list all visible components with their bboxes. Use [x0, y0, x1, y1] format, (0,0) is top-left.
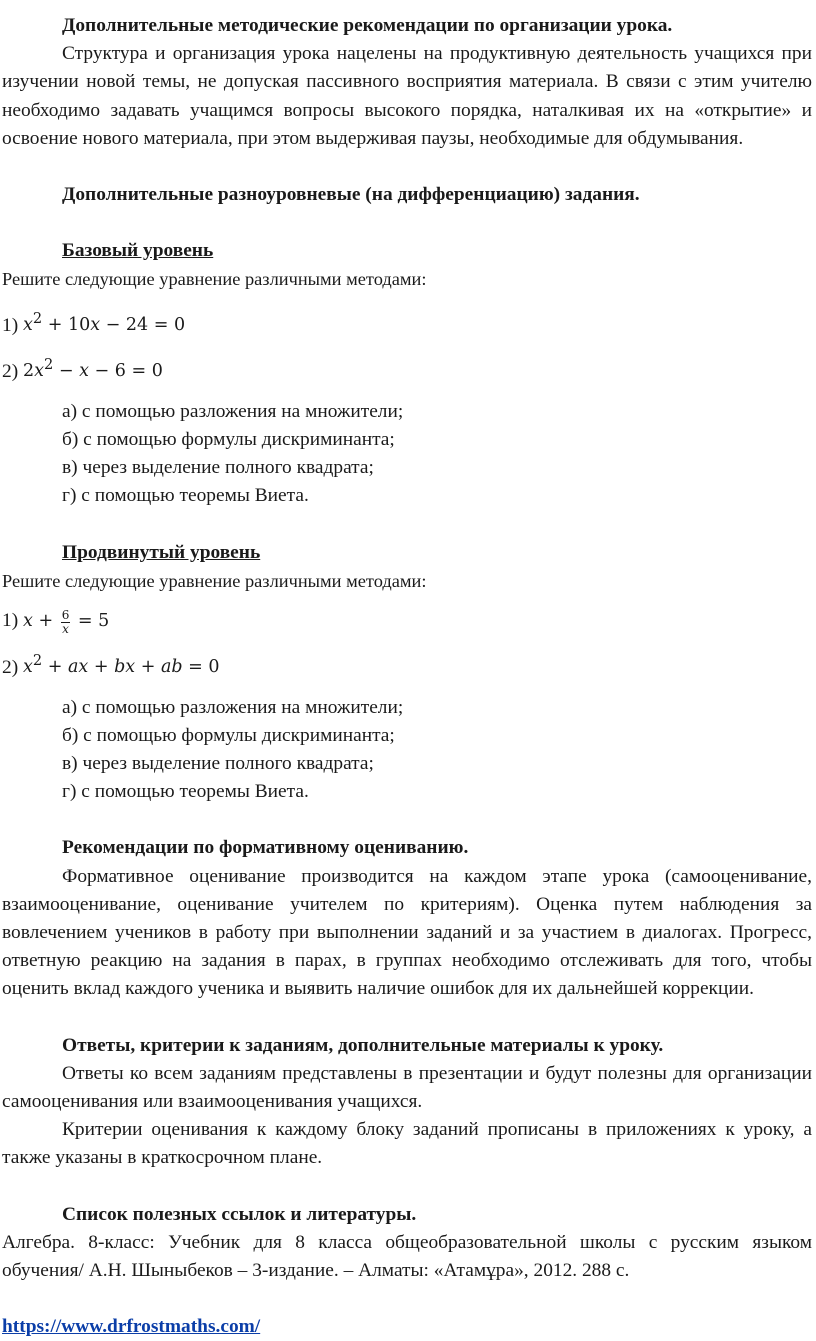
advanced-equation-2: 2) $x^2$ + ax + bx + ab = 0: [2, 652, 220, 678]
advanced-option-a: а) с помощью разложения на множители;: [62, 696, 404, 718]
advanced-equation-1: 1) x + $\frac{6}{x}$ = 5: [2, 607, 110, 636]
basic-equation-1: 1) $x^2 + 10x - 24 = 0$: [2, 310, 186, 336]
basic-option-b: б) с помощью формулы дискриминанта;: [62, 428, 395, 450]
advanced-option-c: в) через выделение полного квадрата;: [62, 752, 374, 774]
formative-paragraph: Формативное оценивание производится на каждом этапе урока (самооценивание, взаимооценивание, оценивание учителем по критериям). Оценка путем наблюдения за вовлечением учеников в работу при выполнении заданий и за участием в диалогах. Прогресс, ответную реакцию на задания в парах, в группах необходимо отслеживать для того, чтобы оценить вклад каждого ученика и выявить наличие ошибок для их дальнейшей коррекции.: [2, 865, 812, 1000]
basic-equation-2: 2) $2x^2 - x - 6 = 0$: [2, 356, 163, 382]
advanced-level-heading: Продвинутый уровень: [62, 541, 261, 563]
method-paragraph: Структура и организация урока нацелены на продуктивную деятельность учащихся при изучении новой темы, не допуская пассивного восприятия материала. В связи с этим учителю необходимо задавать учащимся вопросы высокого порядка, наталкивая их на «открытие» и освоение нового материала, при этом выдерживая паузы, необходимые для обдумывания.: [2, 43, 812, 149]
document-page: [2, 12, 812, 1341]
basic-level-heading: Базовый уровень: [62, 240, 214, 262]
advanced-option-b: б) с помощью формулы дискриминанта;: [62, 724, 395, 746]
method-heading: Дополнительные методические рекомендации по организации урока.: [62, 15, 673, 36]
answers-paragraph-2: Критерии оценивания к каждому блоку заданий прописаны в приложениях к уроку, а также указаны в краткосрочном плане.: [2, 1119, 812, 1169]
basic-option-a: а) с помощью разложения на множители;: [62, 400, 404, 422]
references-heading: Список полезных ссылок и литературы.: [62, 1203, 417, 1225]
advanced-instruction: Решите следующие уравнение различными методами:: [2, 570, 427, 591]
basic-instruction: Решите следующие уравнение различными методами:: [2, 269, 427, 290]
references-paragraph: Алгебра. 8-класс: Учебник для 8 класса общеобразовательной школы с русским языком обучения/ А.Н. Шыныбеков – 3-издание. – Алматы: «Атамұра», 2012. 288 с.: [2, 1231, 812, 1281]
answers-heading: Ответы, критерии к заданиям, дополнительные материалы к уроку.: [62, 1034, 664, 1056]
tasks-heading: Дополнительные разноуровневые (на дифференциацию) задания.: [62, 184, 640, 206]
drfrostmaths-link[interactable]: https://www.drfrostmaths.com/: [2, 1316, 261, 1338]
basic-option-d: г) с помощью теоремы Виета.: [62, 485, 309, 507]
basic-option-c: в) через выделение полного квадрата;: [62, 457, 374, 479]
answers-paragraph-1: Ответы ко всем заданиям представлены в презентации и будут полезны для организации самооценивания или взаимооценивания учащихся.: [2, 1062, 812, 1112]
advanced-option-d: г) с помощью теоремы Виета.: [62, 781, 309, 803]
formative-heading: Рекомендации по формативному оцениванию.: [62, 837, 469, 859]
